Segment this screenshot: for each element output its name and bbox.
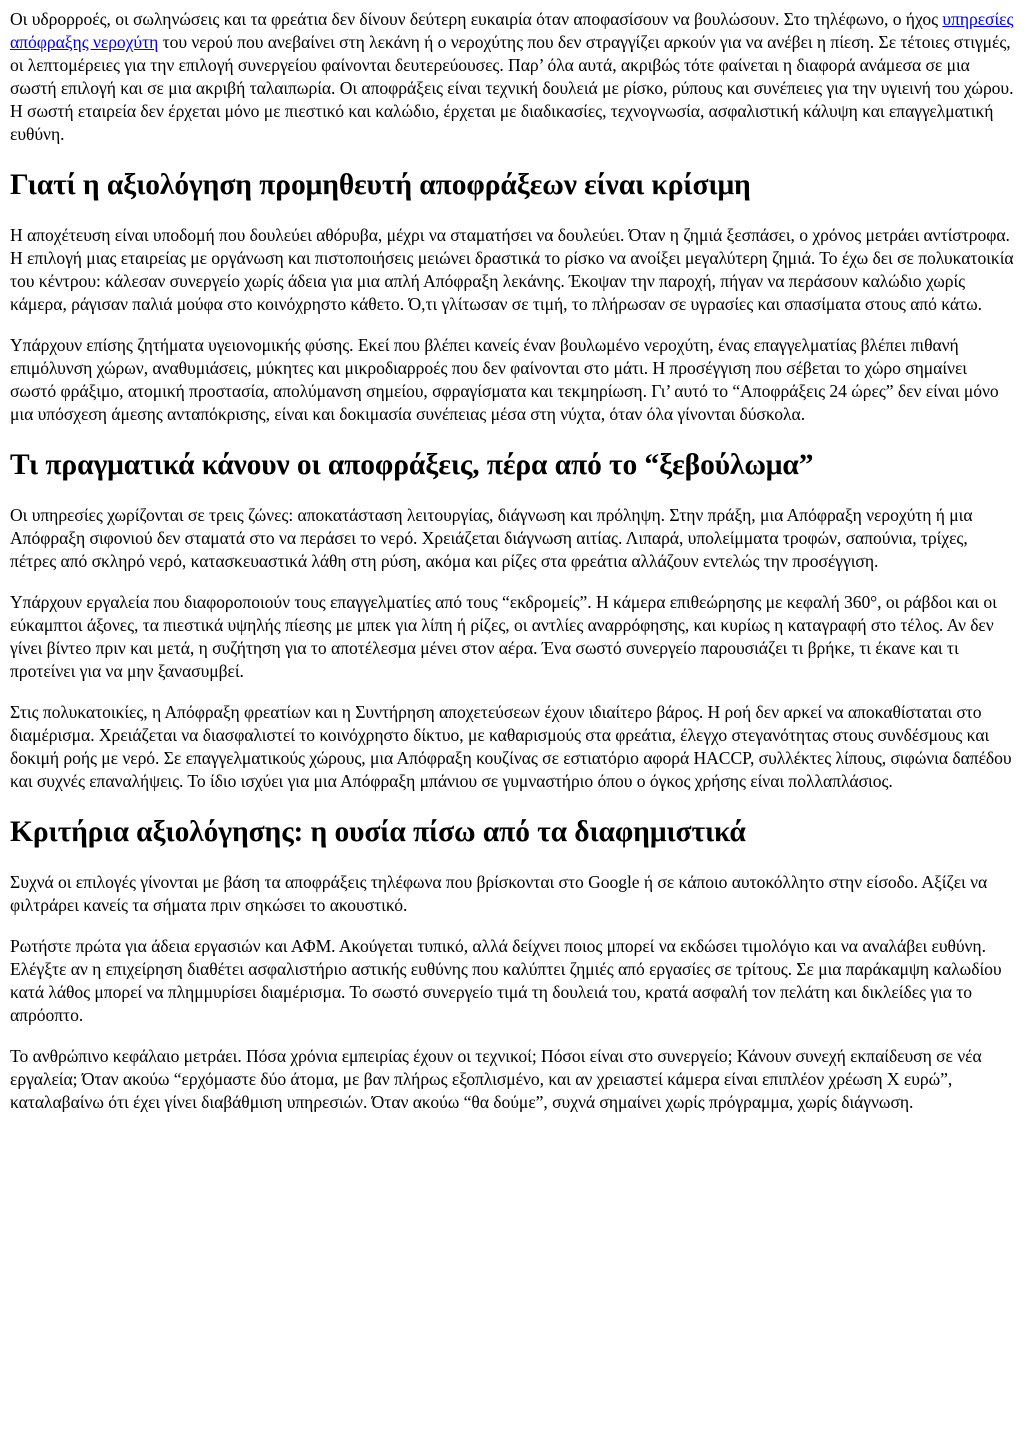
paragraph: Οι υπηρεσίες χωρίζονται σε τρεις ζώνες: αποκατάσταση λειτουργίας, διάγνωση και πρόληψη. Στην πράξη, μια Απόφραξη νεροχύτη ή μια Απόφραξη σιφονιού δεν σταματά στο να περάσει το νερό. Χρειάζεται διάγνωση αιτίας. Λιπαρά, υπολείμματα τροφών, σαπούνια, τρίχες, πέτρες από σκληρό νερό, κατασκευαστικά λάθη στη ρύση, ακόμα και ρίζες στα φρεάτια αλλάζουν εντελώς την προσέγγιση. xyxy=(10,505,973,571)
sink-unclogging-services-link[interactable]: υπηρεσίες απόφραξης νεροχύτη xyxy=(10,9,1014,52)
article xyxy=(0,8,1024,1114)
paragraph: Το ανθρώπινο κεφάλαιο μετράει. Πόσα χρόνια εμπειρίας έχουν οι τεχνικοί; Πόσοι είναι στο συνεργείο; Κάνουν συνεχή εκπαίδευση σε νέα εργαλεία; Όταν ακούω “ερχόμαστε δύο άτομα, με βαν πλήρως εξοπλισμένο, και αν χρειαστεί κάμερα είναι επιπλέον χρέωση Χ ευρώ”, καταλαβαίνω ότι έχει γίνει διαβάθμιση υπηρεσιών. Όταν ακούω “θα δούμε”, συχνά σημαίνει χωρίς πρόγραμμα, χωρίς διάγνωση. xyxy=(10,1046,982,1112)
section-heading-evaluation-criteria: Κριτήρια αξιολόγησης: η ουσία πίσω από τα διαφημιστικά xyxy=(10,816,746,848)
paragraph: Η αποχέτευση είναι υποδομή που δουλεύει αθόρυβα, μέχρι να σταματήσει να δουλεύει. Όταν η ζημιά ξεσπάσει, ο χρόνος μετράει αντίστροφα. Η επιλογή μιας εταιρείας με οργάνωση και πιστοποιήσεις μειώνει δραστικά το ρίσκο να ανοίξει μεγαλύτερη ζημιά. Το έχω δει σε πολυκατοικία του κέντρου: κάλεσαν συνεργείο χωρίς άδεια για μια απλή Απόφραξη λεκάνης. Έκοψαν την παροχή, πήγαν να περάσουν καλώδιο χωρίς κάμερα, ράγισαν παλιά μούφα στο κοινόχρηστο κάθετο. Ό,τι γλίτωσαν σε τιμή, το πλήρωσαν σε υγρασίες και σπασίματα στους από κάτω. xyxy=(10,225,1014,314)
intro-text-before-link: Οι υδρορροές, οι σωληνώσεις και τα φρεάτια δεν δίνουν δεύτερη ευκαιρία όταν αποφασίσουν να βουλώσουν. Στο τηλέφωνο, ο ήχος xyxy=(10,9,943,29)
paragraph: Υπάρχουν εργαλεία που διαφοροποιούν τους επαγγελματίες από τους “εκδρομείς”. Η κάμερα επιθεώρησης με κεφαλή 360°, οι ράβδοι και οι εύκαμπτοι άξονες, τα πιεστικά υψηλής πίεσης με μπεκ για λίπη ή ρίζες, οι αντλίες αναρρόφησης, και κυρίως η καταγραφή στο τέλος. Αν δεν γίνει βίντεο πριν και μετά, η συζήτηση για το αποτέλεσμα μένει στον αέρα. Ένα σωστό συνεργείο παρουσιάζει τι βρήκε, τι έκανε και τι προτείνει για να μην ξανασυμβεί. xyxy=(10,592,997,681)
paragraph: Υπάρχουν επίσης ζητήματα υγειονομικής φύσης. Εκεί που βλέπει κανείς έναν βουλωμένο νεροχύτη, ένας επαγγελματίας βλέπει πιθανή επιμόλυνση χώρων, αναθυμιάσεις, μύκητες και μικροδιαρροές που δεν φαίνονται στο μάτι. Η προσέγγιση που σέβεται το χώρο σημαίνει σωστό φράξιμο, ατομική προστασία, απολύμανση σημείου, σφραγίσματα και τεκμηρίωση. Γι’ αυτό το “Αποφράξεις 24 ώρες” δεν είναι μόνο μια υπόσχεση άμεσης ανταπόκρισης, είναι και δοκιμασία συνέπειας μέσα στη νύχτα, όταν όλα γίνονται δύσκολα. xyxy=(10,335,999,424)
intro-paragraph xyxy=(10,8,1014,146)
section-heading-what-they-do: Τι πραγματικά κάνουν οι αποφράξεις, πέρα από το “ξεβούλωμα” xyxy=(10,449,814,481)
section-heading-why-evaluation: Γιατί η αξιολόγηση προμηθευτή αποφράξεων είναι κρίσιμη xyxy=(10,169,751,201)
paragraph: Στις πολυκατοικίες, η Απόφραξη φρεατίων και η Συντήρηση αποχετεύσεων έχουν ιδιαίτερο βάρος. Η ροή δεν αρκεί να αποκαθίσταται στο διαμέρισμα. Χρειάζεται να διασφαλιστεί το κοινόχρηστο δίκτυο, με καθαρισμούς στα φρεάτια, έλεγχο στεγανότητας στους συνδέσμους και δοκιμή ροής με νερό. Σε επαγγελματικούς χώρους, μια Απόφραξη κουζίνας σε εστιατόριο αφορά HACCP, συλλέκτες λίπους, σιφώνια δαπέδου και συχνές επαναλήψεις. Το ίδιο ισχύει για μια Απόφραξη μπάνιου σε γυμναστήριο όπου ο όγκος χρήσης είναι πολλαπλάσιος. xyxy=(10,702,1012,791)
intro-text-after-link: του νερού που ανεβαίνει στη λεκάνη ή ο νεροχύτης που δεν στραγγίζει αρκούν για να ανέβει η πίεση. Σε τέτοιες στιγμές, οι λεπτομέρειες για την επιλογή συνεργείου φαίνονται δευτερεύουσες. Παρ’ όλα αυτά, ακριβώς τότε φαίνεται η διαφορά ανάμεσα σε μια σωστή επιλογή και σε μια ακριβή ταλαιπωρία. Οι αποφράξεις είναι τεχνική δουλειά με ρίσκο, ρύπους και συνέπειες για την υγιεινή του χώρου. Η σωστή εταιρεία δεν έρχεται μόνο με πιεστικό και καλώδιο, έρχεται με διαδικασίες, τεχνογνωσία, ασφαλιστική κάλυψη και επαγγελματική ευθύνη. xyxy=(10,32,1014,144)
paragraph: Ρωτήστε πρώτα για άδεια εργασιών και ΑΦΜ. Ακούγεται τυπικό, αλλά δείχνει ποιος μπορεί να εκδώσει τιμολόγιο και να αναλάβει ευθύνη. Ελέγξτε αν η επιχείρηση διαθέτει ασφαλιστήριο αστικής ευθύνης που καλύπτει ζημιές από εργασίες σε τρίτους. Σε μια παράκαμψη καλωδίου κατά λάθος μπορεί να πλημμυρίσει διαμέρισμα. Το σωστό συνεργείο τιμά τη δουλειά του, κρατά ασφαλή τον πελάτη και δικλείδες για το απρόοπτο. xyxy=(10,936,1002,1025)
paragraph: Συχνά οι επιλογές γίνονται με βάση τα αποφράξεις τηλέφωνα που βρίσκονται στο Google ή σε κάποιο αυτοκόλλητο στην είσοδο. Αξίζει να φιλτράρει κανείς τα σήματα πριν σηκώσει το ακουστικό. xyxy=(10,872,988,915)
